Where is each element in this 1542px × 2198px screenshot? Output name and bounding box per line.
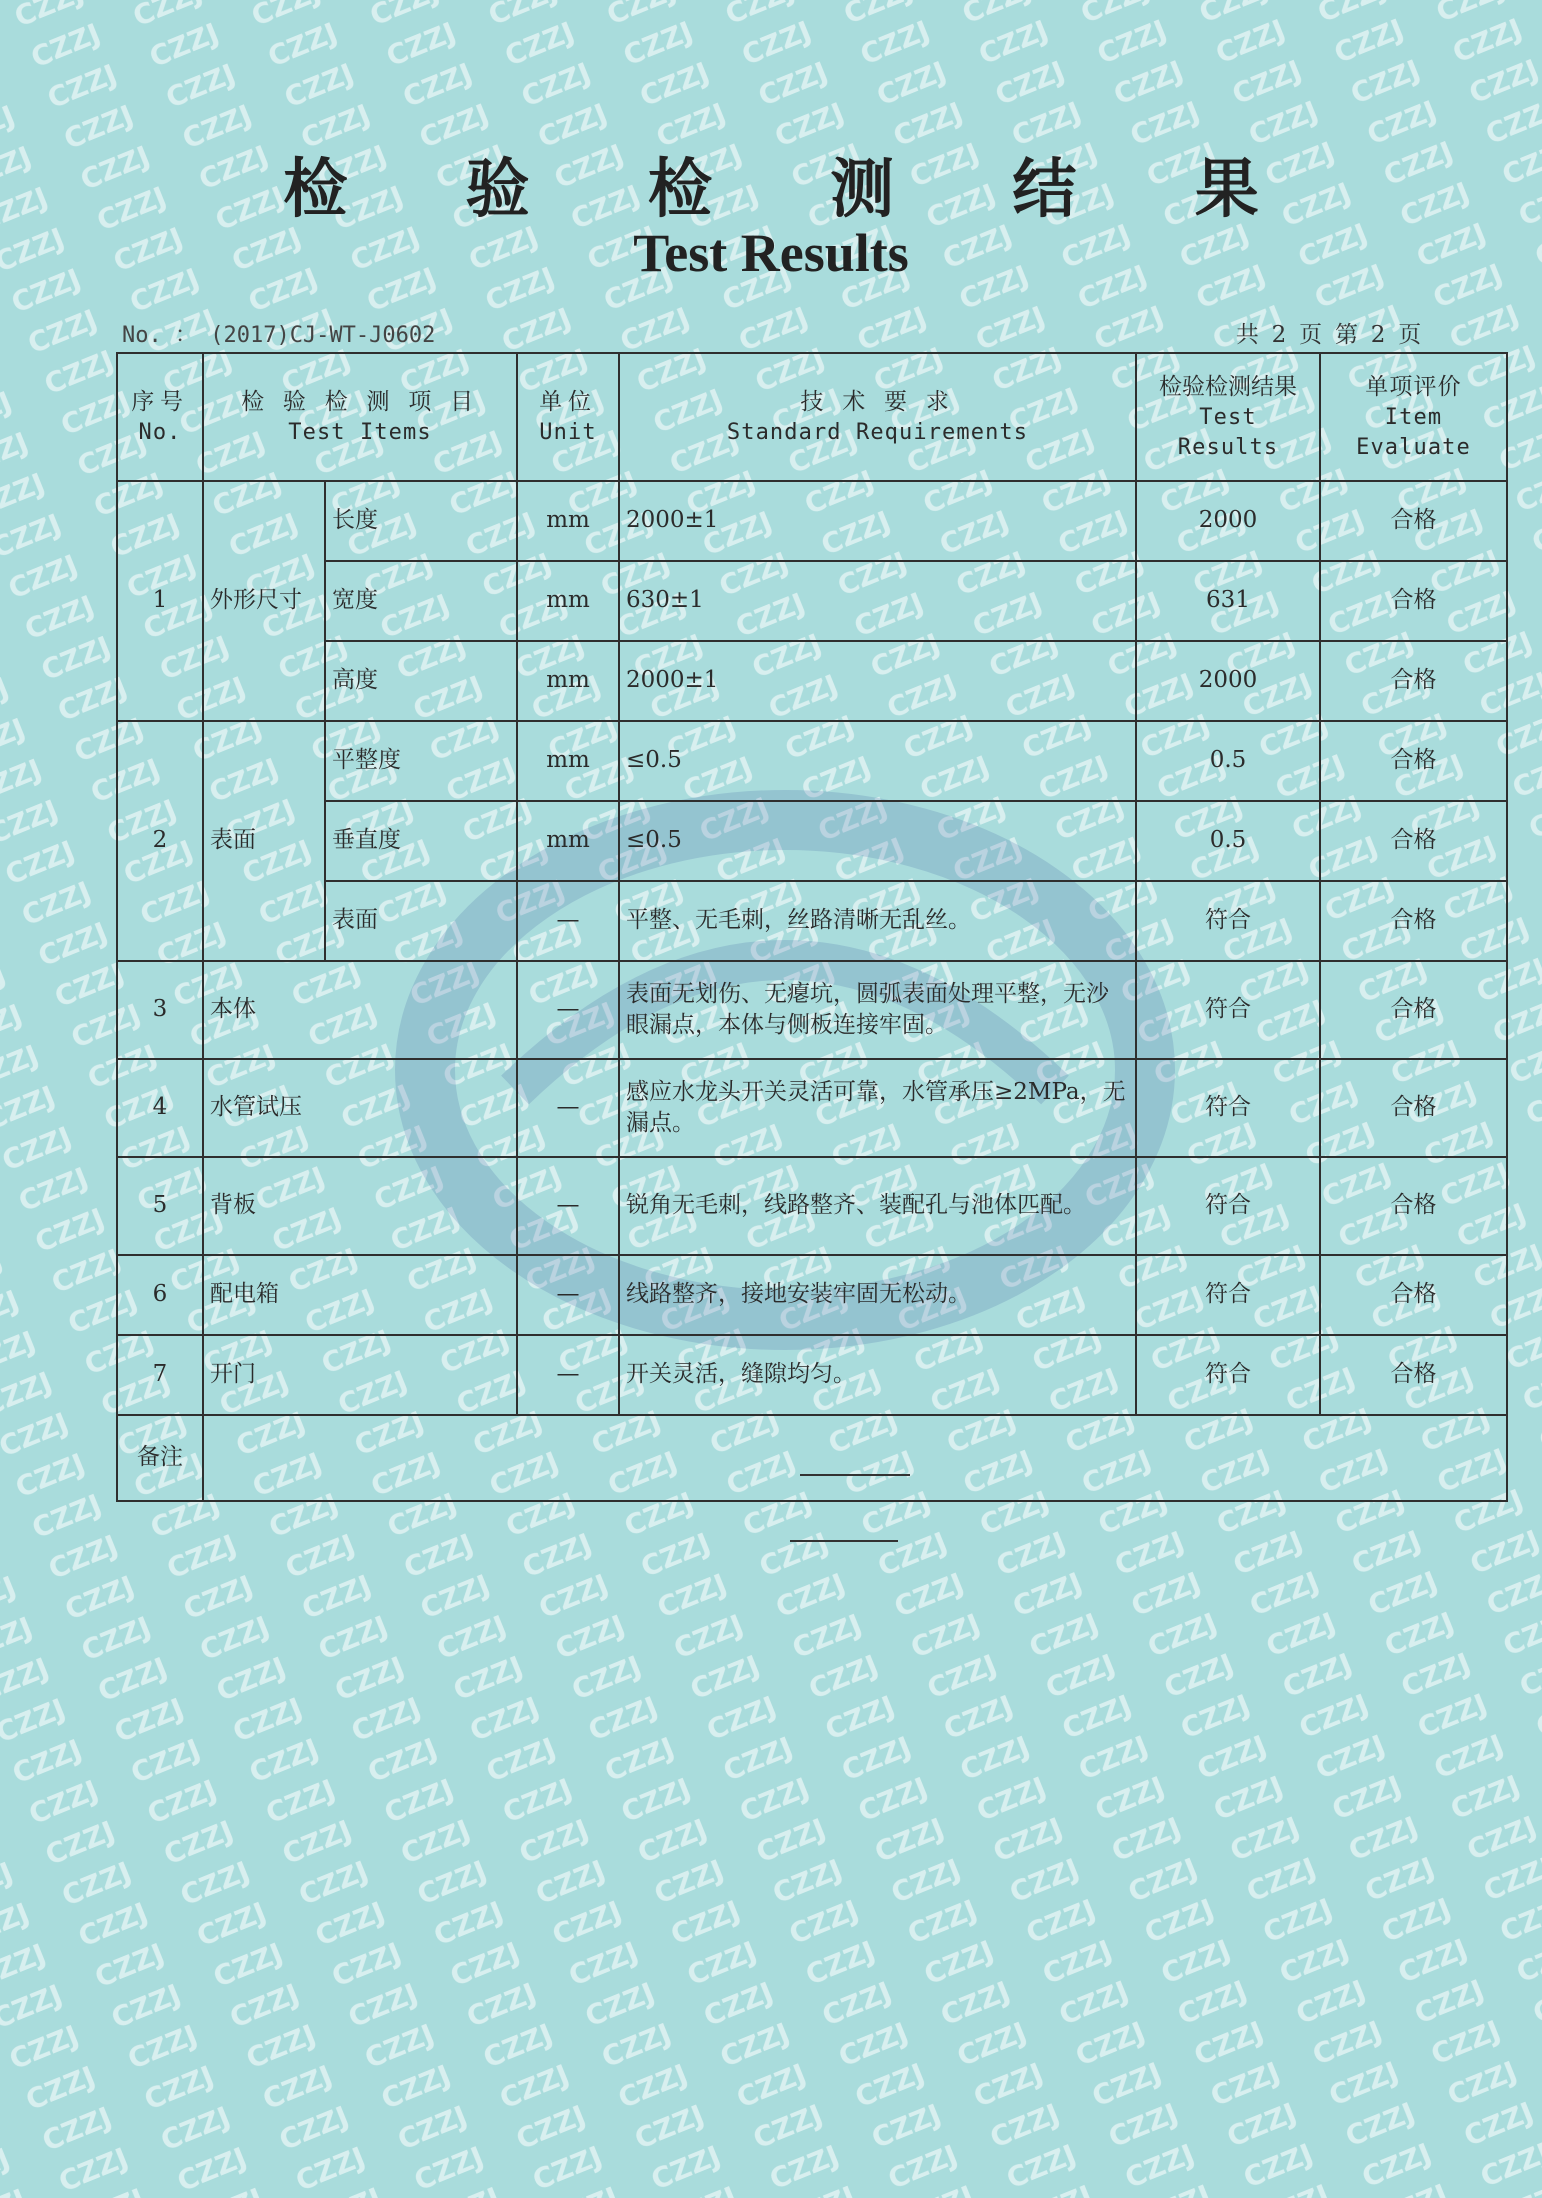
row-evaluate: 合格	[1320, 1335, 1507, 1415]
row-item: 配电箱	[203, 1255, 517, 1335]
row-result: 符合	[1136, 881, 1320, 961]
row-evaluate: 合格	[1320, 1157, 1507, 1255]
row-evaluate: 合格	[1320, 721, 1507, 801]
row-evaluate: 合格	[1320, 481, 1507, 561]
row-evaluate: 合格	[1320, 961, 1507, 1059]
row-unit: mm	[517, 481, 619, 561]
row-result: 0.5	[1136, 801, 1320, 881]
row-requirement: 表面无划伤、无瘪坑，圆弧表面处理平整，无沙眼漏点，本体与侧板连接牢固。	[619, 961, 1136, 1059]
row-evaluate: 合格	[1320, 801, 1507, 881]
results-table	[116, 352, 1508, 1502]
header-unit: 单位 Unit	[517, 353, 619, 481]
row-subitem: 垂直度	[325, 801, 517, 881]
row-subitem: 平整度	[325, 721, 517, 801]
divider-line	[800, 1474, 910, 1476]
row-result: 2000	[1136, 481, 1320, 561]
row-requirement: ≤0.5	[619, 721, 1136, 801]
row-subitem: 长度	[325, 481, 517, 561]
page-title-cn: 检 验 检 测 结 果	[283, 153, 1307, 227]
row-item: 表面	[203, 721, 325, 961]
remark-content	[203, 1415, 1507, 1501]
row-evaluate: 合格	[1320, 561, 1507, 641]
row-item: 外形尺寸	[203, 481, 325, 721]
row-subitem: 表面	[325, 881, 517, 961]
header-result: 检验检测结果 Test Results	[1136, 353, 1320, 481]
table-row	[117, 1335, 1507, 1415]
row-subitem: 宽度	[325, 561, 517, 641]
row-requirement: 开关灵活，缝隙均匀。	[619, 1335, 1136, 1415]
row-requirement: 630±1	[619, 561, 1136, 641]
table-header-row	[117, 353, 1507, 481]
page-count: 共 2 页 第 2 页	[1235, 322, 1424, 348]
row-no: 1	[117, 481, 203, 721]
page-title-en: Test Results	[633, 223, 909, 283]
row-unit: —	[517, 961, 619, 1059]
row-no: 6	[117, 1255, 203, 1335]
table-row	[117, 1157, 1507, 1255]
row-no: 7	[117, 1335, 203, 1415]
remark-label: 备注	[117, 1415, 203, 1501]
header-requirements: 技 术 要 求 Standard Requirements	[619, 353, 1136, 481]
document-number: No. ： (2017)CJ-WT-J0602	[122, 323, 436, 348]
row-unit: —	[517, 1059, 619, 1157]
row-subitem: 高度	[325, 641, 517, 721]
row-requirement: 感应水龙头开关灵活可靠，水管承压≥2MPa，无漏点。	[619, 1059, 1136, 1157]
row-unit: —	[517, 1157, 619, 1255]
row-item: 背板	[203, 1157, 517, 1255]
row-result: 符合	[1136, 961, 1320, 1059]
row-requirement: 平整、无毛刺，丝路清晰无乱丝。	[619, 881, 1136, 961]
row-unit: —	[517, 881, 619, 961]
row-result: 符合	[1136, 1255, 1320, 1335]
row-result: 0.5	[1136, 721, 1320, 801]
row-evaluate: 合格	[1320, 1255, 1507, 1335]
row-requirement: 2000±1	[619, 641, 1136, 721]
row-evaluate: 合格	[1320, 1059, 1507, 1157]
row-result: 符合	[1136, 1059, 1320, 1157]
row-unit: mm	[517, 561, 619, 641]
header-no: 序号 No.	[117, 353, 203, 481]
table-row	[117, 561, 1507, 641]
table-row	[117, 1059, 1507, 1157]
row-evaluate: 合格	[1320, 881, 1507, 961]
row-result: 2000	[1136, 641, 1320, 721]
table-row	[117, 481, 1507, 561]
row-no: 3	[117, 961, 203, 1059]
table-row	[117, 1255, 1507, 1335]
row-unit: mm	[517, 641, 619, 721]
row-unit: —	[517, 1335, 619, 1415]
divider-line	[790, 1540, 898, 1542]
row-result: 符合	[1136, 1335, 1320, 1415]
row-result: 631	[1136, 561, 1320, 641]
row-requirement: ≤0.5	[619, 801, 1136, 881]
row-evaluate: 合格	[1320, 641, 1507, 721]
table-row	[117, 721, 1507, 801]
table-row	[117, 641, 1507, 721]
remark-row	[117, 1415, 1507, 1501]
header-evaluate: 单项评价 Item Evaluate	[1320, 353, 1507, 481]
row-no: 4	[117, 1059, 203, 1157]
row-unit: mm	[517, 721, 619, 801]
row-unit: —	[517, 1255, 619, 1335]
row-unit: mm	[517, 801, 619, 881]
row-item: 本体	[203, 961, 517, 1059]
row-requirement: 2000±1	[619, 481, 1136, 561]
row-item: 开门	[203, 1335, 517, 1415]
row-no: 2	[117, 721, 203, 961]
table-row	[117, 961, 1507, 1059]
row-requirement: 锐角无毛刺，线路整齐、装配孔与池体匹配。	[619, 1157, 1136, 1255]
header-item: 检 验 检 测 项 目 Test Items	[203, 353, 517, 481]
table-row	[117, 881, 1507, 961]
row-result: 符合	[1136, 1157, 1320, 1255]
row-item: 水管试压	[203, 1059, 517, 1157]
table-row	[117, 801, 1507, 881]
row-no: 5	[117, 1157, 203, 1255]
row-requirement: 线路整齐，接地安装牢固无松动。	[619, 1255, 1136, 1335]
